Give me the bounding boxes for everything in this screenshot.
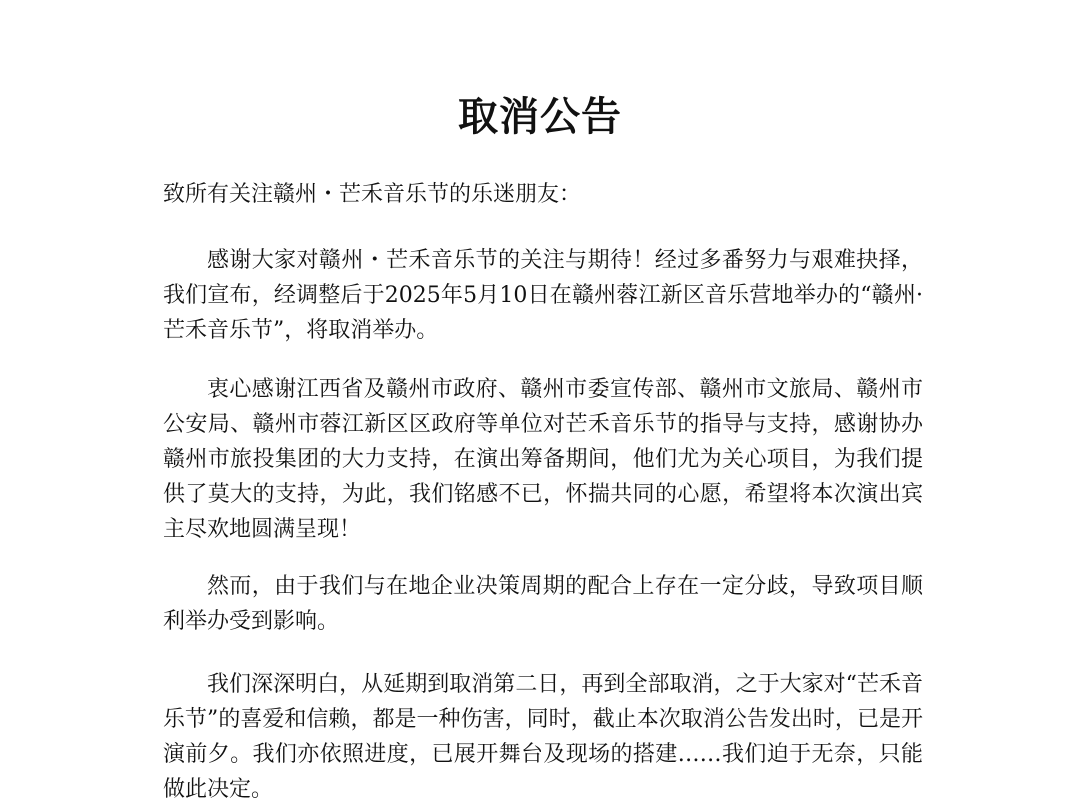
paragraph-apology: 我们深深明白，从延期到取消第二日，再到全部取消，之于大家对“芒禾音乐节”的喜爱和信赖，都是一种伤害，同时，截止本次取消公告发出时，已是开演前夕。我们亦依照进度，已展开舞台及现场的搭建……我们迫于无奈，只能做此决定。 [163,672,923,802]
greeting-line: 致所有关注赣州・芒禾音乐节的乐迷朋友： [163,182,582,207]
page-title: 取消公告 [458,93,622,140]
paragraph-thanks: 感谢大家对赣州・芒禾音乐节的关注与期待！经过多番努力与艰难抉择，我们宣布，经调整后于2025年5月10日在赣州蓉江新区音乐营地举办的“赣州·芒禾音乐节”，将取消举办。 [163,248,923,343]
paragraph-reason: 然而，由于我们与在地企业决策周期的配合上存在一定分歧，导致项目顺利举办受到影响。 [163,574,923,634]
paragraph-acknowledgement: 衷心感谢江西省及赣州市政府、赣州市委宣传部、赣州市文旅局、赣州市公安局、赣州市蓉江新区区政府等单位对芒禾音乐节的指导与支持，感谢协办赣州市旅投集团的大力支持，在演出筹备期间，他们尤为关心项目，为我们提供了莫大的支持，为此，我们铭感不已，怀揣共同的心愿，希望将本次演出宾主尽欢地圆满呈现！ [163,377,923,542]
